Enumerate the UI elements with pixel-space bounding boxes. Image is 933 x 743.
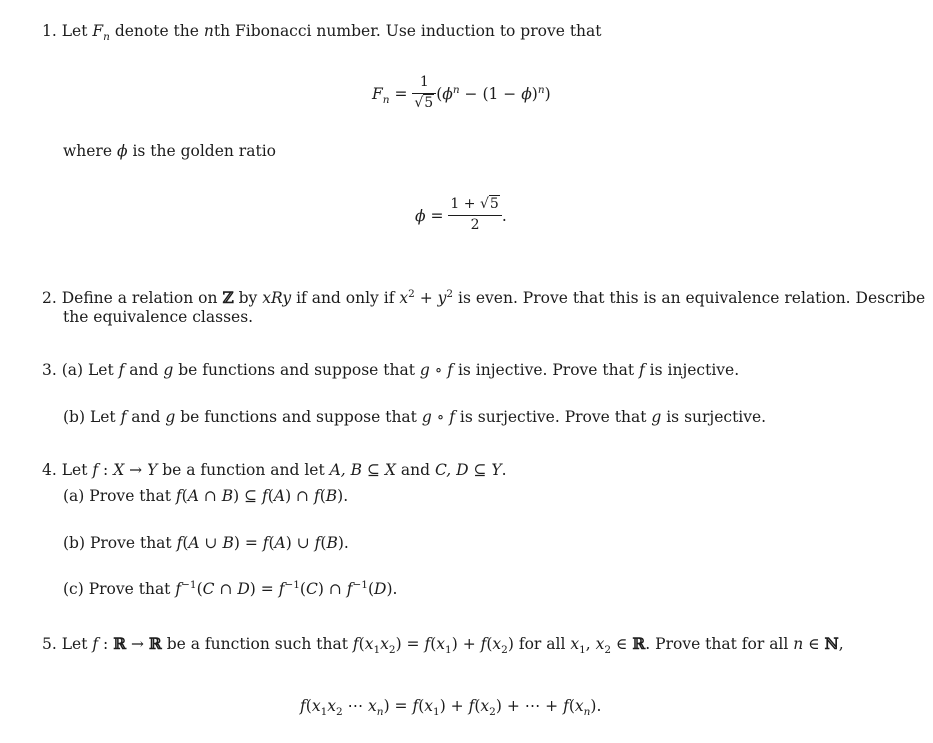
q3a-mid-2: be functions and suppose that xyxy=(173,361,420,379)
question-5-number: 5. xyxy=(42,635,57,653)
question-5-text: 5. Let f : ℝ → ℝ be a function such that $f(x_1x_2) = f(x_1) + f(x_2)$ for all $x_1$, $x_2$ ∈ ℝ. Prove that for all n ∈ ℕ, xyxy=(42,634,844,657)
q3a-end: is injective. xyxy=(644,361,740,379)
question-2-text: 2. Define a relation on ℤ by xRy if and only if $x^2 + y^2$ is even. Prove that this is an equivalence relation. Describe xyxy=(42,287,926,307)
q4a-label: (a) Prove that xyxy=(63,487,176,505)
n-symbol: n xyxy=(203,22,214,40)
q5-text-d: . Prove that for all xyxy=(645,635,794,653)
q2-text-a: Define a relation on xyxy=(61,289,223,307)
q3a-mid-1: and xyxy=(124,361,164,379)
q5-text-c: for all xyxy=(513,635,571,653)
q3b-mid-3: is surjective. Prove that xyxy=(454,408,652,426)
q4c-label: (c) Prove that xyxy=(63,580,176,598)
fibonacci-formula: $F_n$ = $\frac{1}{√5}$ $(\phi^n - (1 - \phi)^n)$ xyxy=(372,74,551,111)
q3a-mid-3: is injective. Prove that xyxy=(453,361,639,379)
where-text: where xyxy=(63,142,117,160)
q1-text-b: denote the xyxy=(109,22,204,40)
q2-text-c: if and only if xyxy=(291,289,400,307)
question-4c-text: (c) Prove that $f^{-1}(C$ ∩ $D) = f^{-1}(C)$ ∩ $f^{-1}(D)$. xyxy=(63,578,398,598)
question-1-number: 1. xyxy=(42,22,57,40)
q5-text-b: be a function such that xyxy=(161,635,353,653)
question-5-formula: $f(x_1x_2$ ⋯ $x_n) = f(x_1) + f(x_2)$ + ⋯ + $f(x_n)$. xyxy=(300,697,602,719)
q1-text-c: th Fibonacci number. Use induction to prove that xyxy=(213,22,602,40)
q3b-label: (b) Let xyxy=(63,408,121,426)
q3b-mid-1: and xyxy=(126,408,166,426)
q4-text-c: and xyxy=(395,461,435,479)
question-4-number: 4. xyxy=(42,461,57,479)
question-3b-text: (b) Let f and g be functions and suppose that g ∘ f is surjective. Prove that g is surjective. xyxy=(63,408,767,426)
q2-line-2: the equivalence classes. xyxy=(63,308,254,326)
q4b-label: (b) Prove that xyxy=(63,534,177,552)
q3b-end: is surjective. xyxy=(661,408,767,426)
question-3-number: 3. xyxy=(42,361,57,379)
q3b-mid-2: be functions and suppose that xyxy=(175,408,422,426)
golden-ratio-label: is the golden ratio xyxy=(127,142,276,160)
question-2-line-2 xyxy=(63,308,253,327)
question-1-text xyxy=(42,22,602,44)
q2-text-d: is even. Prove that this is an equivalence relation. Describe xyxy=(453,289,926,307)
question-4b-text: (b) Prove that f(A ∪ B) = f(A) ∪ f(B). xyxy=(63,534,349,552)
fibonacci-symbol: $F_n$ xyxy=(92,22,110,44)
question-3a-text: 3. (a) Let f and g be functions and suppose that g ∘ f is injective. Prove that f is injective. xyxy=(42,361,740,379)
q2-text-b: by xyxy=(233,289,263,307)
q4-text-b: be a function and let xyxy=(157,461,330,479)
q1-text-a: Let xyxy=(61,22,93,40)
q3a-label: (a) Let xyxy=(61,361,119,379)
q5-text-a: Let xyxy=(61,635,93,653)
question-4-text: 4. Let f : X → Y be a function and let A, B ⊆ X and C, D ⊆ Y. xyxy=(42,461,507,479)
q4-text-a: Let xyxy=(61,461,93,479)
question-2-number: 2. xyxy=(42,289,57,307)
golden-ratio-formula: ϕ = $\frac{1 + √5}{2}$ . xyxy=(415,196,507,233)
question-4a-text: (a) Prove that f(A ∩ B) ⊆ f(A) ∩ f(B). xyxy=(63,487,349,505)
golden-ratio-text: where ϕ is the golden ratio xyxy=(63,142,276,160)
